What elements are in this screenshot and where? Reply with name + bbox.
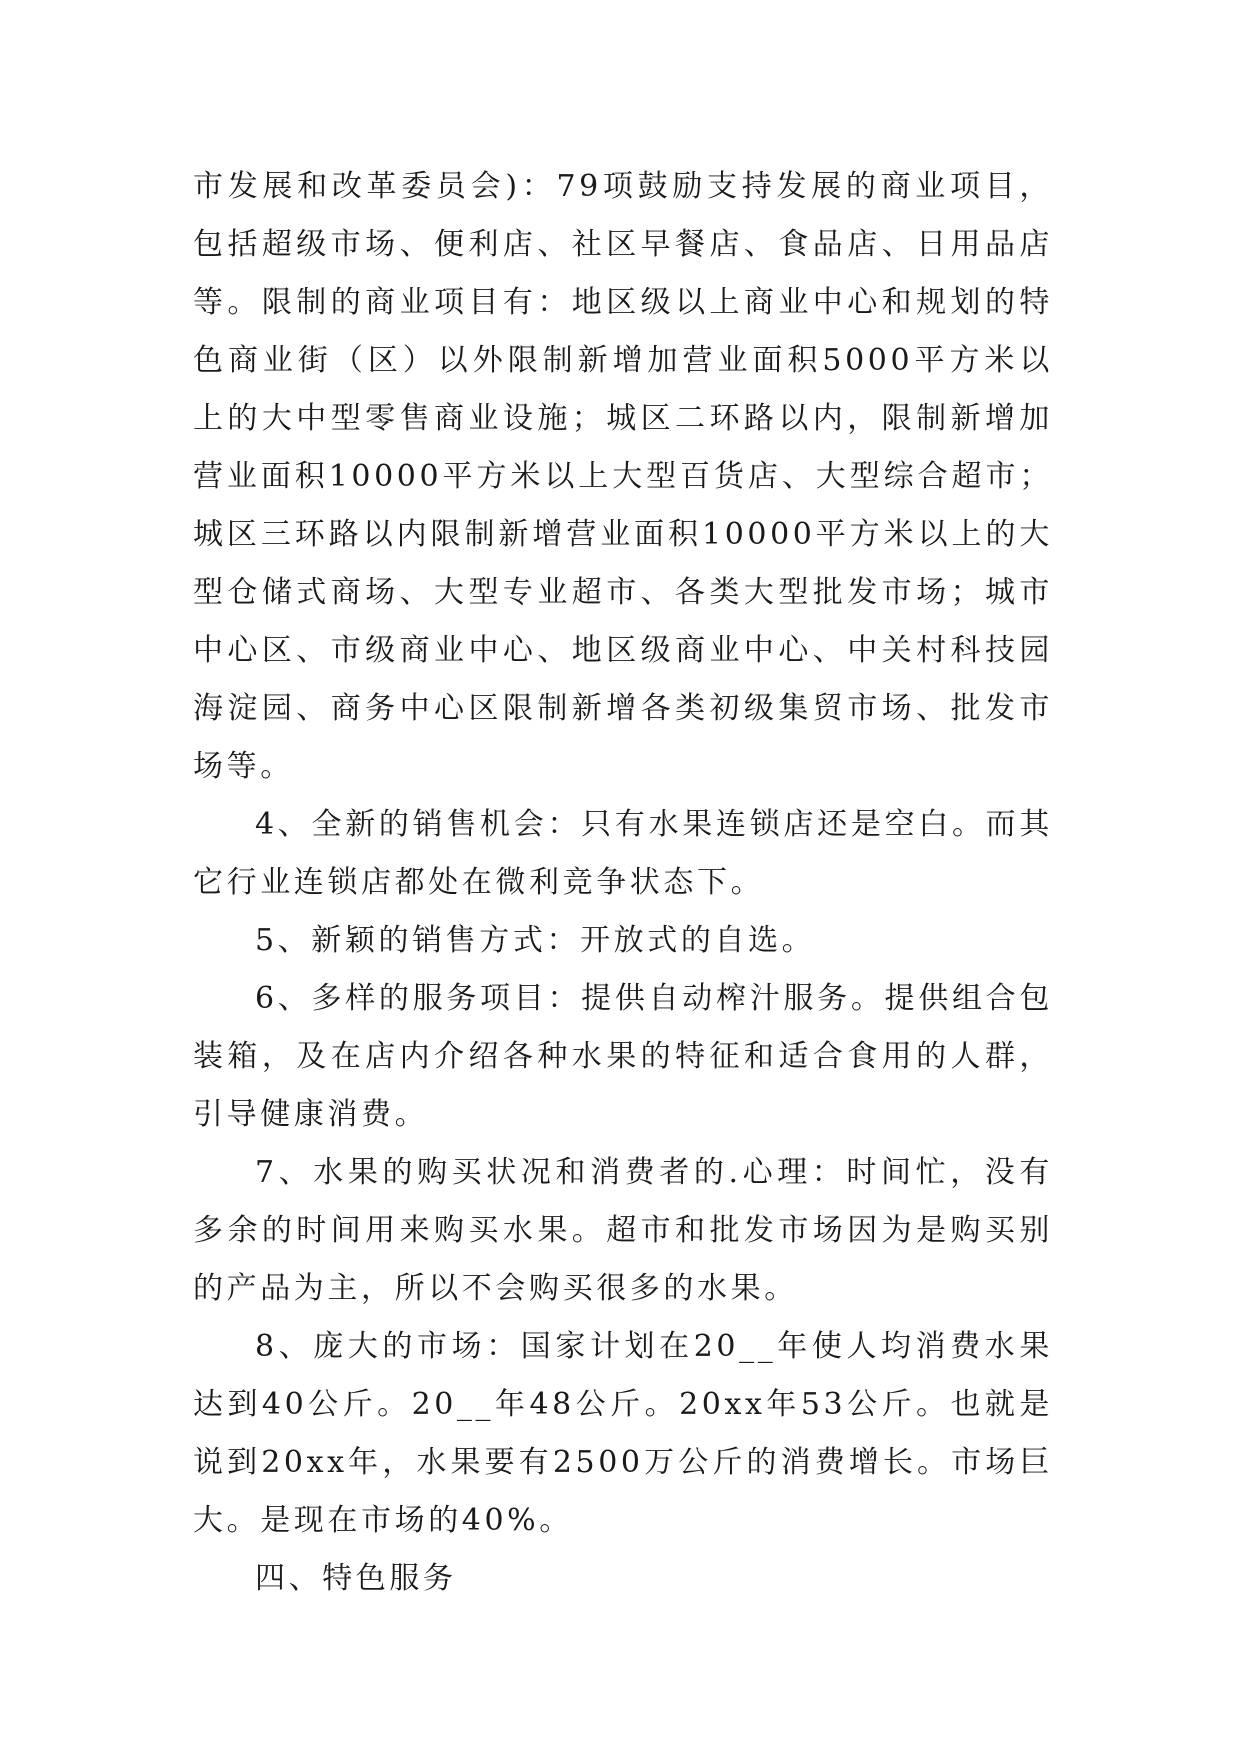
text-line: 型零售商业设施；城区二环路以内，限制新增加营业面积 (193, 401, 1053, 494)
text-line: 限制新增各类初级集贸市场、批发市场等。 (193, 691, 1053, 784)
text-line: 市场的40%。 (361, 1503, 573, 1538)
text-line: 街（区）以外限制新增加营业面积5000平方米以上的大中 (193, 343, 1053, 436)
text-line: 装箱，及在店内介绍各种水果的特征和适合食用的人群，引 (193, 1039, 1053, 1132)
paragraph-item-6 (193, 970, 1053, 1144)
text-line: 7、水果的购买状况和消费者的.心理：时间忙，没有多 (193, 1155, 1053, 1248)
paragraph-item-5 (193, 912, 1053, 970)
paragraph-commercial-projects (193, 158, 1053, 796)
text-line: 品为主，所以不会购买很多的水果。 (260, 1271, 798, 1306)
text-line: 到40公斤。20__年48公斤。20xx年53公斤。也就是说到20xx (193, 1387, 1053, 1480)
text-line: 它行业连锁店都处在微利竞争状态下。 (193, 865, 765, 900)
text-line: 6、多样的服务项目：提供自动榨汁服务。提供组合包 (255, 981, 1053, 1016)
text-line: 4、全新的销售机会：只有水果连锁店还是空白。而其 (255, 807, 1053, 842)
text-line: 限制的商业项目有：地区级以上商业中心和规划的特色商业 (193, 285, 1053, 378)
text-line: 10000平方米以上大型百货店、大型综合超市；城区三环路 (193, 459, 1054, 552)
text-line: 8、庞大的市场：国家计划在20__年使人均消费水果达 (193, 1329, 1053, 1422)
text-line: 以内限制新增营业面积10000平方米以上的大型仓储式商场、 (193, 517, 1054, 610)
text-line: 年，水果要有2500万公斤的消费增长。市场巨大。是现在 (193, 1445, 1053, 1538)
paragraph-item-8 (193, 1318, 1053, 1550)
text-line: 市发展和改革委员会)：79项鼓励支持发展的商业项目，包 (193, 169, 1053, 262)
text-line: 中心、地区级商业中心、中关村科技园海淀园、商务中心区 (193, 633, 1053, 726)
section-heading-special-services (193, 1550, 1053, 1608)
document-body (193, 158, 1053, 1608)
text-line: 导健康消费。 (226, 1097, 429, 1132)
text-line: 余的时间用来购买水果。超市和批发市场因为是购买别的产 (193, 1213, 1053, 1306)
text-line: 大型专业超市、各类大型批发市场；城市中心区、市级商业 (193, 575, 1053, 668)
text-line: 四、特色服务 (255, 1561, 457, 1596)
paragraph-item-4 (193, 796, 1053, 912)
paragraph-item-7 (193, 1144, 1053, 1318)
text-line: 5、新颖的销售方式：开放式的自选。 (255, 923, 816, 958)
text-line: 括超级市场、便利店、社区早餐店、食品店、日用品店等。 (193, 227, 1053, 320)
